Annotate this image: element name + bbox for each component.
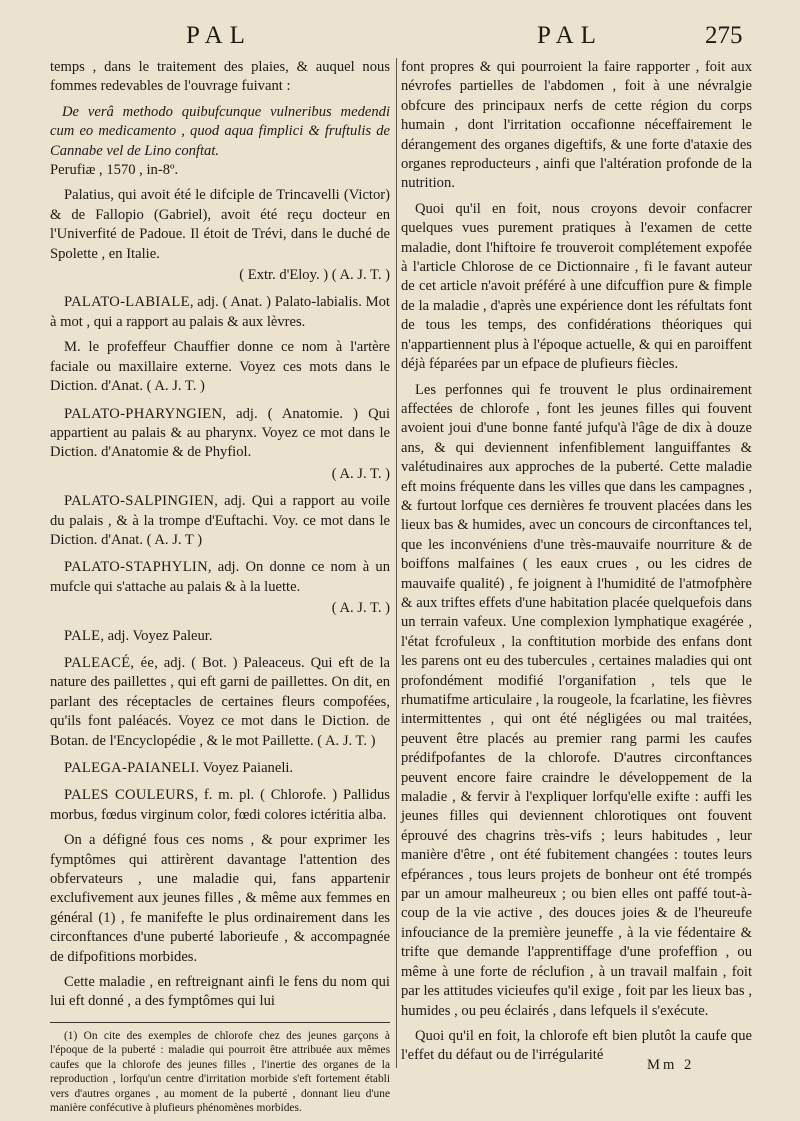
- right-column: [401, 58, 752, 1072]
- dictionary-entry: [50, 627, 390, 646]
- entry-text: , adj. ( Anatomie. ) Qui appartient au palais & au pharynx. Voyez ce mot dans le Diction. d'Anatomie & de Phyfiol.: [50, 405, 390, 461]
- signature-mark: Mm 2: [647, 1057, 695, 1073]
- entry-headword: PALEGA-PAIANELI: [64, 760, 196, 776]
- dictionary-entry: [50, 786, 390, 825]
- paragraph: Quoi qu'il en foit, nous croyons devoir confacrer quelques vues purement pratiques à l'examen de cette maladie, dont l'hiftoire fe trouveroit complétement expofée à l'article Chlorose de ce Dictionnaire , fi le favant auteur de cet article n'avoit préféré à une difcuffion pure & fimple de la maladie , d'après une expérience dont les réfultats font de tous les temps, des confidérations théoriques qui n'appartiennent plus à l'époque actuelle, & qui en paroiffent déjà féparées par un efpace de plufieurs fiècles.: [401, 200, 752, 373]
- paragraph: Les perfonnes qui fe trouvent le plus ordinairement affectées de chlorofe , font les jeunes filles qui fouvent avoient joui d'une bonne fanté jufqu'à l'âge de dix à douze ans, & qui deviennent infenfiblement languiffantes & valétudinaires aux approches de la puberté. Cette maladie eft moins fréquente dans les villes que dans les campagnes , & furtout lorfque ces dernières fe trouvent placées dans les lieux bas & humides, avec un concours de circonftances tel, que les inconvéniens d'une très-mauvaife nourriture & de boiffons malfaines ( les eaux crues , ou les cidres de mauvaife qualité) , fe joignent à l'humidité de l'atmofphère & aux triftes effets d'une habitation placée quelquefois dans un terrain vafeux. Une complexion lymphatique exagérée , l'état fcrofuleux , la conftitution morbide des enfans dont les parens ont eu des tubercules , certaines maladies qui ont profondément modifié l'organifation , tels que le rhumatifme articulaire , la rougeole, la fcarlatine, les fièvres intermittentes , qui ont été négligées ou mal traitées, peuvent être placés au premier rang parmi les caufes prédifpofantes de la chlorofe. D'autres circonftances peuvent encore faire craindre le développement de la maladie , & fervir à l'expliquer lorfqu'elle exifte : auffi les jeunes filles qui deviennent chlorotiques ont fouvent éprouvé des chagrins très-vifs ; leurs habitudes , leur manière d'être , ont été fubitement changées : toutes leurs efpérances , tous leurs projets de bonheur ont été trompés par un amour malheureux ; ou bien elles ont paffé tout-à-coup de la vie active , des douces joies & de l'heureufe infouciance de la première jeuneffe , à la vie fédentaire & trifte que demande l'apprentiffage d'une profeffion , ou même à une forte de réclufion , à un travail malfain , foit par les attitudes vicieufes qu'il exige , foit par les lieux bas , humides , ou peu éclairés , dans lefquels il s'exécute.: [401, 381, 752, 1019]
- entry-text: , adj. Voyez Paleur.: [100, 627, 213, 644]
- footnote: (1) On cite des exemples de chlorofe chez des jeunes garçons à l'époque de la puberté : maladie qui pourroit être attribuée aux mêmes caufes que la chlorofe des jeunes filles , l'inertie des organes de la reproduction , lorfqu'un centre d'irritation morbide s'eft fortement établi vers d'autres organes , au moment de la puberté , donnant lieu d'une manière confécutive à plufieurs phénomènes morbides.: [50, 1029, 390, 1114]
- dictionary-entry: [50, 654, 390, 751]
- paragraph: font propres & qui pourroient la faire rapporter , foit aux névrofes partielles de l'abdomen , foit à une névralgie obfcure des principaux nerfs de cette région du corps humain , dont l'irritation occafionne néceffairement le dérangement des organes digeftifs, & une forte d'ataxie des organes reproducteurs , ainfi que l'altération profonde de la nutrition.: [401, 59, 752, 192]
- column-divider: [396, 58, 397, 1068]
- left-column: [50, 58, 390, 1121]
- left-running-head: PAL: [186, 22, 252, 49]
- paragraph: temps , dans le traitement des plaies, & auquel nous fommes redevables de l'ouvrage fuivant :: [50, 59, 390, 95]
- entry-text: , adj. ( Bot. ) Paleaceus. Qui eft de la nature des paillettes , qui eft garni de paillettes. On dit, en parlant des réceptacles de certaines fleurs compofées, qu'ils font paléacés. Voyez ce mot dans le Diction. de Botan. de l'Encyclopédie , & le mot Paillette. ( A. J. T. ): [50, 654, 391, 749]
- entry-headword: PALATO-STAPHYLIN: [64, 559, 208, 576]
- entry-text: , f. m. pl. ( Chlorofe. ) Pallidus morbus, fœdus virginum color, fœdi colores ictéritia alba.: [50, 787, 390, 823]
- publication-info: Perufiæ , 1570 , in-8º.: [50, 162, 179, 179]
- paragraph: Quoi qu'il en foit, la chlorofe eft bien plutôt la caufe que l'effet du défaut ou de l'irrégularité: [401, 1027, 752, 1064]
- book-title: De verâ methodo quibufcunque vulneribus medendi cum eo medicamento , quod aqua fimplici & fruftulis de Cannabe vel de Lino conftat.: [50, 103, 390, 159]
- paragraph: Palatius, qui avoit été le difciple de Trincavelli (Victor) & de Fallopio (Gabriel), avoit été reçu docteur en l'Univerfité de Padoue. Il étoit de Trévi, dans le duché de Spolette , en Italie.: [50, 187, 390, 262]
- entry-headword: PALE: [64, 627, 101, 644]
- dictionary-entry: [50, 405, 390, 463]
- paragraph: Cette maladie , en reftreignant ainfi le fens du nom qui lui eft donné , a des fymptômes qui lui: [50, 974, 390, 1010]
- entry-headword: PALATO-SALPINGIEN: [64, 493, 215, 510]
- paragraph: On a défigné fous ces noms , & pour exprimer les fymptômes qui attirèrent davantage l'attention des obfervateurs , une maladie qui, fans appartenir exclufivement aux jeunes filles , & même aux femmes en général (1) , fe manifefte le plus ordinairement dans les circonftances d'une puberté laborieufe , & accompagnée de difpofitions morbides.: [50, 832, 390, 965]
- page-number: 275: [705, 22, 743, 49]
- reference: ( A. J. T. ): [331, 600, 390, 617]
- entry-headword: PALATO-PHARYNGIEN: [64, 405, 223, 422]
- reference: ( Extr. d'Eloy. ) ( A. J. T. ): [239, 267, 390, 284]
- paragraph: M. le profeffeur Chauffier donne ce nom à l'artère faciale ou maxillaire externe. Voyez ces mots dans le Diction. d'Anat. ( A. J. T. ): [50, 339, 390, 395]
- right-running-head: PAL: [537, 22, 603, 49]
- entry-text: , adj. ( Anat. ) Palato-labialis. Mot à mot , qui a rapport au palais & aux lèvres.: [50, 294, 390, 330]
- dictionary-entry: [50, 759, 390, 778]
- reference: ( A. J. T. ): [331, 465, 390, 482]
- entry-text: . Voyez Paianeli.: [195, 760, 294, 776]
- dictionary-entry: [50, 293, 390, 332]
- dictionary-entry: [50, 492, 390, 550]
- dictionary-entry: [50, 558, 390, 597]
- entry-text: , adj. On donne ce nom à un mufcle qui s'attache au palais & à la luette.: [50, 559, 390, 595]
- entry-headword: PALES COULEURS: [64, 787, 195, 804]
- entry-headword: PALEACÉ, ée: [64, 654, 155, 671]
- entry-text: , adj. Qui a rapport au voile du palais , & à la trompe d'Euftachi. Voy. ce mot dans le Diction. d'Anat. ( A. J. T ): [50, 493, 390, 548]
- footnote-rule: [50, 1022, 390, 1023]
- entry-headword: PALATO-LABIALE: [64, 294, 190, 311]
